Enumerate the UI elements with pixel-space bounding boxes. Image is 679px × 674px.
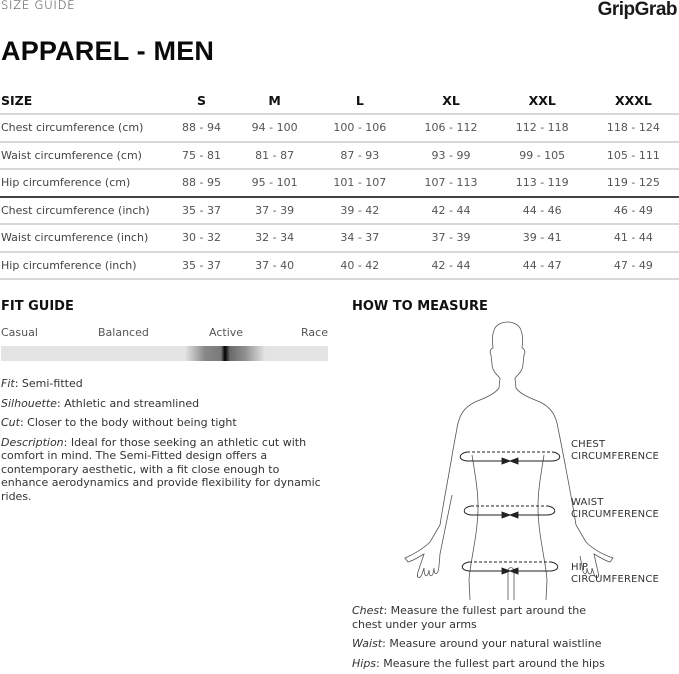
brand-logo: GripGrab: [597, 0, 677, 20]
table-cell: 81 - 87: [235, 142, 314, 170]
row-label: Chest circumference (inch): [0, 197, 168, 225]
table-cell: 99 - 105: [497, 142, 588, 170]
table-cell: 39 - 41: [497, 224, 588, 252]
row-label: Waist circumference (cm): [0, 142, 168, 170]
table-cell: 112 - 118: [497, 114, 588, 142]
fit-scale-race: Race: [301, 326, 328, 339]
column-header: M: [235, 87, 314, 114]
table-cell: 101 - 107: [314, 169, 405, 197]
table-cell: 32 - 34: [235, 224, 314, 252]
table-cell: 47 - 49: [588, 252, 679, 280]
fit-details: [1, 377, 331, 509]
fit-detail-cut: Cut: Closer to the body without being tight: [1, 416, 237, 429]
table-cell: 75 - 81: [168, 142, 235, 170]
row-label: Hip circumference (cm): [0, 169, 168, 197]
column-header: L: [314, 87, 405, 114]
fit-detail-fit: Fit: Semi-fitted: [1, 377, 83, 390]
column-header: SIZE: [0, 87, 168, 114]
table-header-row: [0, 87, 679, 114]
table-cell: 95 - 101: [235, 169, 314, 197]
column-header: XL: [405, 87, 496, 114]
table-row: [0, 224, 679, 252]
table-cell: 46 - 49: [588, 197, 679, 225]
table-row: [0, 114, 679, 142]
measure-notes: [352, 604, 672, 674]
table-cell: 88 - 95: [168, 169, 235, 197]
table-cell: 30 - 32: [168, 224, 235, 252]
table-cell: 35 - 37: [168, 197, 235, 225]
table-cell: 113 - 119: [497, 169, 588, 197]
table-row: [0, 142, 679, 170]
measure-note-waist: Waist: Measure around your natural waistline: [352, 637, 602, 650]
table-cell: 44 - 46: [497, 197, 588, 225]
chest-figure-label: CHEST CIRCUMFERENCE: [571, 439, 660, 462]
table-cell: 93 - 99: [405, 142, 496, 170]
fit-scale-casual: Casual: [1, 326, 38, 339]
body-measurement-figure: [340, 310, 679, 600]
row-label: Chest circumference (cm): [0, 114, 168, 142]
section-label: SIZE GUIDE: [1, 0, 76, 12]
table-cell: 88 - 94: [168, 114, 235, 142]
table-row: [0, 169, 679, 197]
table-cell: 37 - 40: [235, 252, 314, 280]
fit-detail-description: Description: Ideal for those seeking an athletic cut with comfort in mind. The Semi-Fitted design offers a contemporary aesthetic, with a fit close enough to enhance aerodynamics and provide flexibility for dynamic rides.: [1, 435, 321, 503]
table-cell: 34 - 37: [314, 224, 405, 252]
fit-scale-bar: [1, 346, 328, 361]
measure-note-hips: Hips: Measure the fullest part around the hips: [352, 656, 605, 670]
fit-scale-active: Active: [209, 326, 244, 339]
table-cell: 37 - 39: [235, 197, 314, 225]
fit-guide-title: FIT GUIDE: [1, 299, 74, 314]
table-row: [0, 252, 679, 280]
table-cell: 106 - 112: [405, 114, 496, 142]
table-cell: 41 - 44: [588, 224, 679, 252]
page-title: APPAREL - MEN: [1, 36, 215, 66]
hip-figure-label: HIP CIRCUMFERENCE: [571, 562, 660, 585]
table-cell: 42 - 44: [405, 197, 496, 225]
table-cell: 119 - 125: [588, 169, 679, 197]
fit-detail-silhouette: Silhouette: Athletic and streamlined: [1, 396, 200, 410]
fit-indicator: [185, 346, 265, 361]
table-cell: 105 - 111: [588, 142, 679, 170]
fit-scale-balanced: Balanced: [98, 326, 149, 339]
table-cell: 94 - 100: [235, 114, 314, 142]
column-header: XXL: [497, 87, 588, 114]
table-cell: 107 - 113: [405, 169, 496, 197]
fit-scale-labels: [1, 326, 328, 340]
table-cell: 40 - 42: [314, 252, 405, 280]
table-cell: 35 - 37: [168, 252, 235, 280]
row-label: Waist circumference (inch): [0, 224, 168, 252]
table-cell: 118 - 124: [588, 114, 679, 142]
table-cell: 100 - 106: [314, 114, 405, 142]
row-label: Hip circumference (inch): [0, 252, 168, 280]
column-header: XXXL: [588, 87, 679, 114]
table-cell: 42 - 44: [405, 252, 496, 280]
table-cell: 87 - 93: [314, 142, 405, 170]
table-cell: 37 - 39: [405, 224, 496, 252]
measure-note-chest: Chest: Measure the fullest part around the chest under your arms: [352, 604, 587, 631]
table-row: [0, 197, 679, 225]
waist-figure-label: WAIST CIRCUMFERENCE: [571, 497, 660, 520]
table-cell: 44 - 47: [497, 252, 588, 280]
how-to-measure-title: HOW TO MEASURE: [352, 299, 488, 314]
column-header: S: [168, 87, 235, 114]
table-cell: 39 - 42: [314, 197, 405, 225]
size-table: [0, 87, 679, 280]
